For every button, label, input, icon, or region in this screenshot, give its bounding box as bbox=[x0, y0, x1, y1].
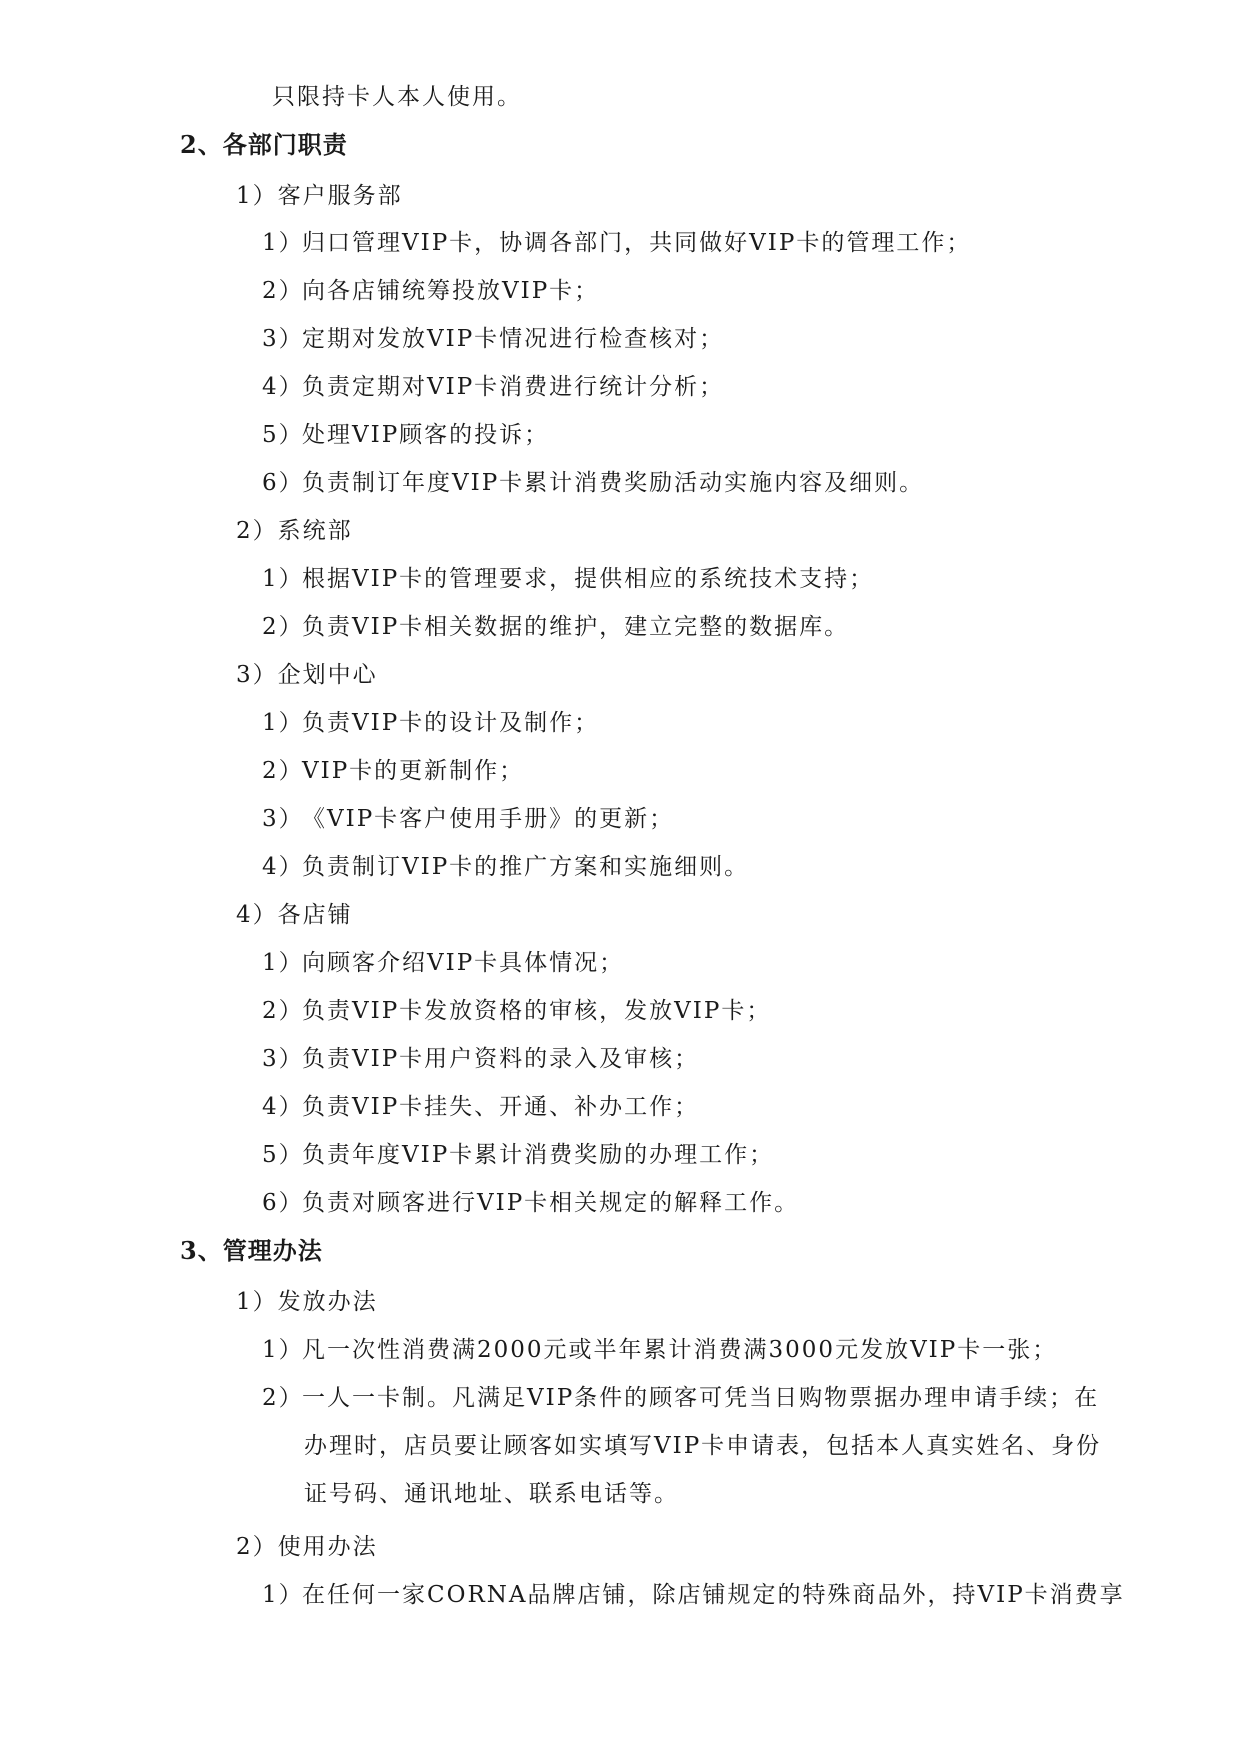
item-number: 3） bbox=[262, 326, 304, 352]
item-number: 3） bbox=[262, 1046, 304, 1072]
item-text: 根据VIP卡的管理要求，提供相应的系统技术支持； bbox=[302, 566, 875, 592]
item-text: 向各店铺统筹投放VIP卡； bbox=[302, 278, 600, 304]
list-item bbox=[262, 612, 849, 642]
item-number: 1） bbox=[262, 1582, 304, 1608]
item-text: 一人一卡制。凡满足VIP条件的顾客可凭当日购物票据办理申请手续；在 bbox=[302, 1385, 1100, 1411]
list-item bbox=[262, 1335, 1057, 1365]
item-number: 2） bbox=[262, 1385, 304, 1411]
list-item bbox=[262, 420, 549, 450]
item-text: 负责年度VIP卡累计消费奖励的办理工作； bbox=[302, 1142, 775, 1168]
list-item bbox=[262, 996, 771, 1026]
subsection-title: 3）企划中心 bbox=[236, 662, 378, 688]
subsection-title: 2）使用办法 bbox=[236, 1534, 378, 1560]
list-item-continuation: 证号码、通讯地址、联系电话等。 bbox=[304, 1481, 679, 1507]
item-text: 负责制订年度VIP卡累计消费奖励活动实施内容及细则。 bbox=[302, 470, 925, 496]
list-item-continuation: 办理时，店员要让顾客如实填写VIP卡申请表，包括本人真实姓名、身份 bbox=[304, 1433, 1102, 1459]
item-text: 负责VIP卡用户资料的录入及审核； bbox=[302, 1046, 700, 1072]
list-item bbox=[262, 564, 874, 594]
item-text: 凡一次性消费满2000元或半年累计消费满3000元发放VIP卡一张； bbox=[302, 1337, 1058, 1363]
item-text: 负责VIP卡挂失、开通、补办工作； bbox=[302, 1094, 700, 1120]
list-item bbox=[262, 756, 524, 786]
list-item bbox=[262, 468, 924, 498]
item-number: 1） bbox=[262, 1337, 304, 1363]
item-number: 2） bbox=[262, 998, 304, 1024]
section-heading: 2、各部门职责 bbox=[180, 130, 348, 159]
subsection-title: 1）客户服务部 bbox=[236, 183, 403, 209]
item-number: 2） bbox=[262, 278, 304, 304]
item-text: VIP卡的更新制作； bbox=[302, 758, 525, 784]
item-number: 2） bbox=[262, 614, 304, 640]
item-number: 4） bbox=[262, 854, 304, 880]
item-text: 《VIP卡客户使用手册》的更新； bbox=[302, 806, 675, 832]
item-text: 负责制订VIP卡的推广方案和实施细则。 bbox=[302, 854, 750, 880]
item-number: 4） bbox=[262, 374, 304, 400]
list-item bbox=[262, 1044, 699, 1074]
item-text: 负责VIP卡相关数据的维护，建立完整的数据库。 bbox=[302, 614, 850, 640]
item-text: 归口管理VIP卡，协调各部门，共同做好VIP卡的管理工作； bbox=[302, 230, 972, 256]
item-number: 1） bbox=[262, 230, 304, 256]
item-number: 3） bbox=[262, 806, 304, 832]
list-item bbox=[262, 276, 599, 306]
item-text: 负责VIP卡发放资格的审核，发放VIP卡； bbox=[302, 998, 772, 1024]
item-number: 5） bbox=[262, 1142, 304, 1168]
item-text: 定期对发放VIP卡情况进行检查核对； bbox=[302, 326, 725, 352]
item-text: 负责VIP卡的设计及制作； bbox=[302, 710, 600, 736]
list-item bbox=[262, 1580, 1125, 1610]
item-number: 1） bbox=[262, 710, 304, 736]
item-number: 1） bbox=[262, 566, 304, 592]
subsection-title: 2）系统部 bbox=[236, 518, 353, 544]
list-item bbox=[262, 1383, 1099, 1413]
item-text: 负责对顾客进行VIP卡相关规定的解释工作。 bbox=[302, 1190, 800, 1216]
list-item bbox=[262, 228, 971, 258]
item-number: 1） bbox=[262, 950, 304, 976]
item-number: 5） bbox=[262, 422, 304, 448]
list-item bbox=[262, 1092, 699, 1122]
item-number: 4） bbox=[262, 1094, 304, 1120]
item-text: 处理VIP顾客的投诉； bbox=[302, 422, 550, 448]
item-number: 6） bbox=[262, 470, 304, 496]
item-text: 向顾客介绍VIP卡具体情况； bbox=[302, 950, 625, 976]
subsection-title: 4）各店铺 bbox=[236, 902, 353, 928]
list-item bbox=[262, 1140, 774, 1170]
subsection-title: 1）发放办法 bbox=[236, 1289, 378, 1315]
item-number: 6） bbox=[262, 1190, 304, 1216]
section-heading: 3、管理办法 bbox=[180, 1236, 323, 1265]
list-item bbox=[262, 1188, 799, 1218]
item-text: 在任何一家CORNA品牌店铺，除店铺规定的特殊商品外，持VIP卡消费享 bbox=[302, 1582, 1125, 1608]
item-text: 负责定期对VIP卡消费进行统计分析； bbox=[302, 374, 725, 400]
list-item bbox=[262, 372, 724, 402]
list-item bbox=[262, 708, 599, 738]
item-number: 2） bbox=[262, 758, 304, 784]
list-item bbox=[262, 804, 674, 834]
list-item bbox=[262, 852, 749, 882]
list-item bbox=[262, 324, 724, 354]
intro-line: 只限持卡人本人使用。 bbox=[272, 84, 522, 110]
list-item bbox=[262, 948, 624, 978]
